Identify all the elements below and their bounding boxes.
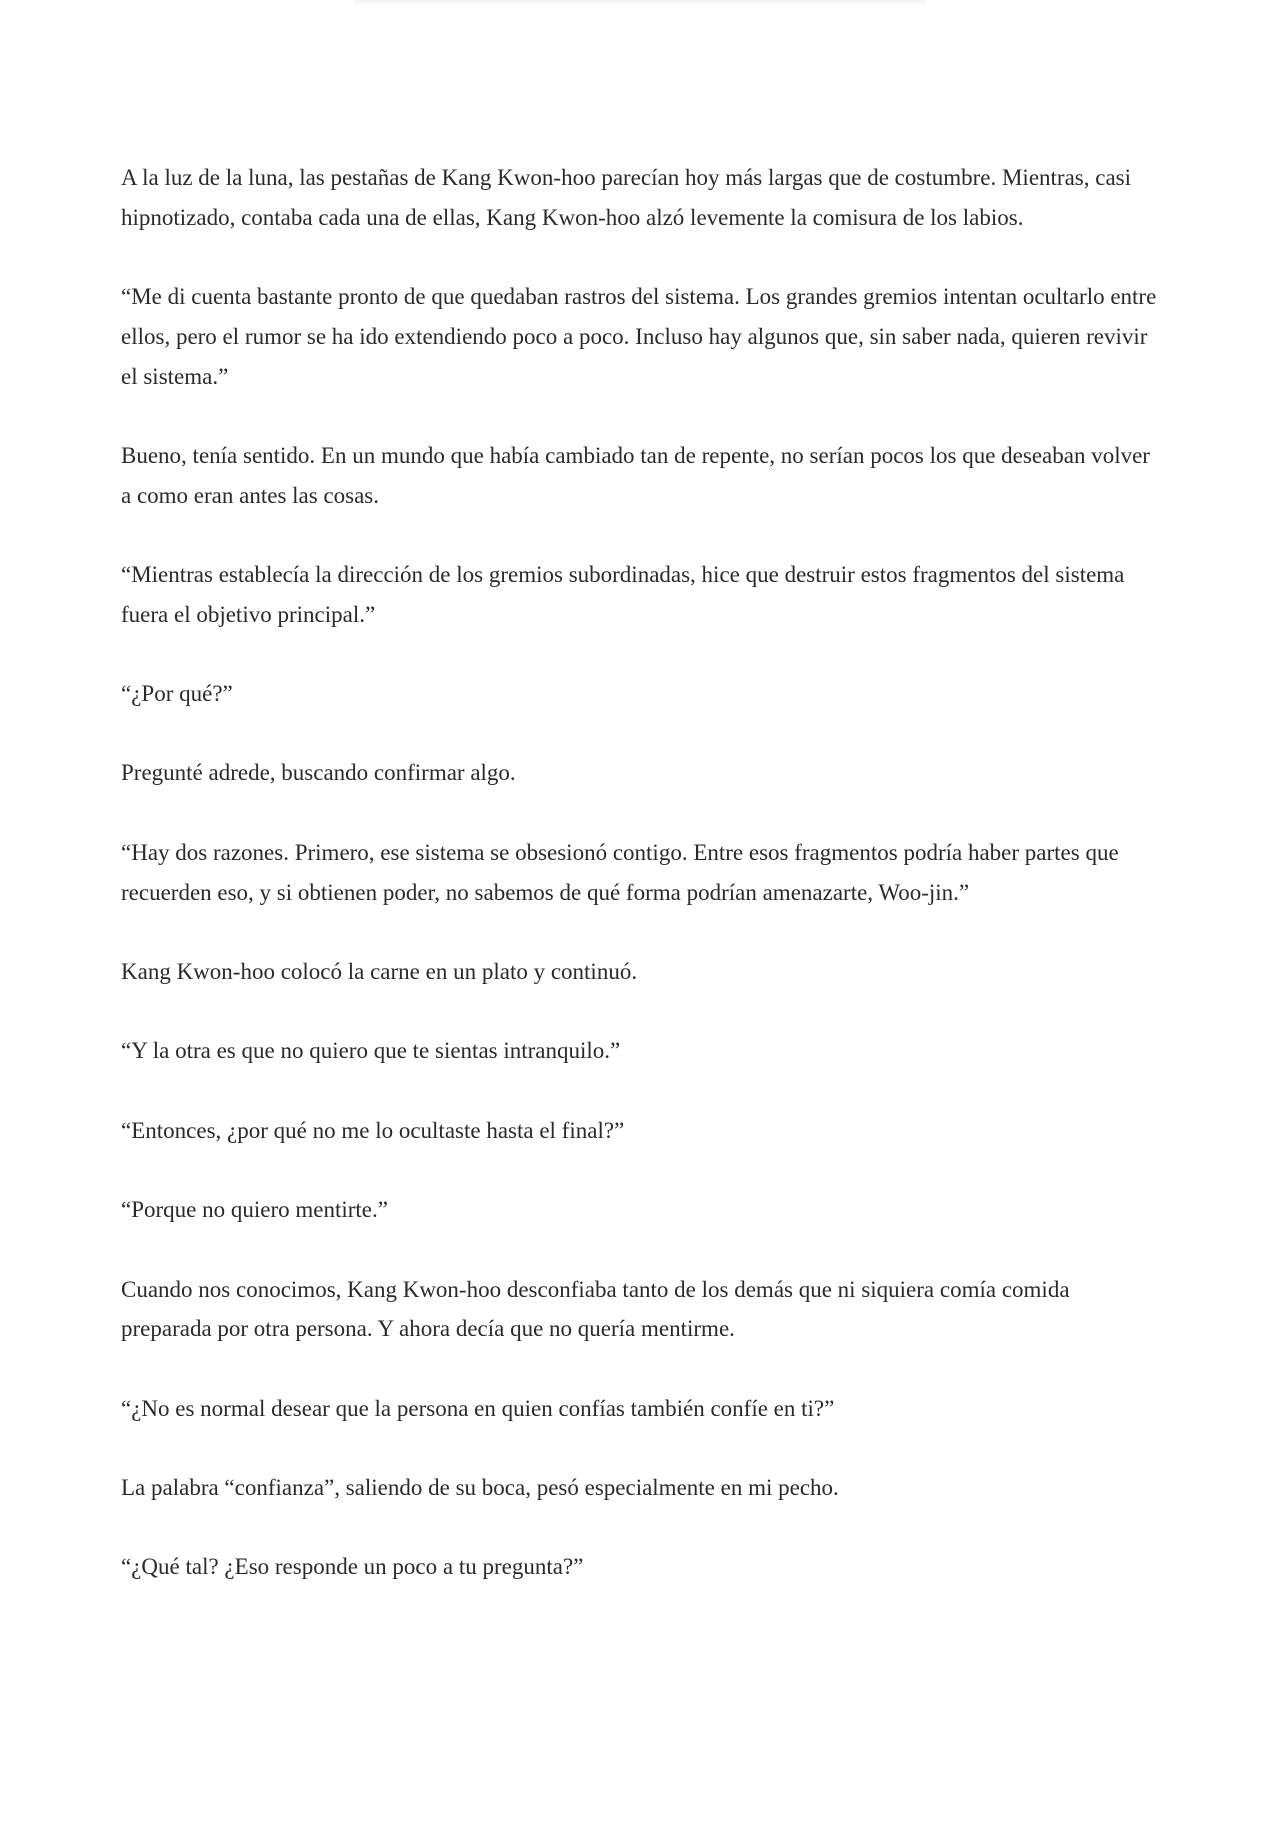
paragraph: Bueno, tenía sentido. En un mundo que había cambiado tan de repente, no serían pocos los que deseaban volver a como eran antes las cosas.	[121, 442, 1150, 508]
paragraph: “Porque no quiero mentirte.”	[121, 1197, 388, 1223]
paragraph: “Mientras establecía la dirección de los gremios subordinadas, hice que destruir estos fragmentos del sistema fuera el objetivo principal.”	[121, 561, 1125, 627]
paragraph: Kang Kwon-hoo colocó la carne en un plato y continuó.	[121, 958, 638, 984]
paragraph: Pregunté adrede, buscando confirmar algo.	[121, 760, 516, 786]
paragraph: “¿Por qué?”	[121, 681, 233, 707]
paragraph: La palabra “confianza”, saliendo de su boca, pesó especialmente en mi pecho.	[121, 1475, 839, 1500]
paragraph: “Y la otra es que no quiero que te sientas intranquilo.”	[121, 1038, 621, 1064]
paragraph: “¿No es normal desear que la persona en quien confías también confíe en ti?”	[121, 1395, 835, 1421]
paragraph: “Entonces, ¿por qué no me lo ocultaste hasta el final?”	[121, 1117, 625, 1143]
paragraph: Cuando nos conocimos, Kang Kwon-hoo desconfiaba tanto de los demás que ni siquiera comía comida preparada por otra persona. Y ahora decía que no quería mentirme.	[121, 1276, 1070, 1342]
paragraph: “Hay dos razones. Primero, ese sistema se obsesionó contigo. Entre esos fragmentos podría haber partes que recuerden eso, y si obtienen poder, no sabemos de qué forma podrían amenazarte, Woo-jin.”	[121, 839, 1119, 905]
story-text	[121, 158, 1161, 1627]
paragraph: “¿Qué tal? ¿Eso responde un poco a tu pregunta?”	[121, 1554, 584, 1580]
top-shadow-divider	[355, 0, 925, 6]
paragraph: A la luz de la luna, las pestañas de Kang Kwon-hoo parecían hoy más largas que de costumbre. Mientras, casi hipnotizado, contaba cada una de ellas, Kang Kwon-hoo alzó levemente la comisura de los labios.	[121, 165, 1131, 230]
paragraph: “Me di cuenta bastante pronto de que quedaban rastros del sistema. Los grandes gremios intentan ocultarlo entre ellos, pero el rumor se ha ido extendiendo poco a poco. Incluso hay algunos que, sin saber nada, quieren revivir el sistema.”	[121, 284, 1157, 389]
